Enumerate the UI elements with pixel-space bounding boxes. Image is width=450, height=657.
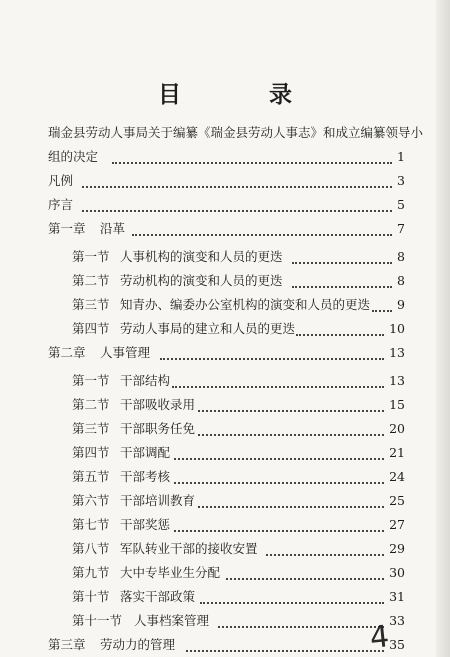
page-edge — [436, 0, 450, 657]
toc-entry-title: 干部调配 — [120, 445, 171, 460]
toc-entry-number: 第一节 — [72, 373, 110, 388]
toc-entry-page: 21 — [389, 445, 405, 460]
toc-section — [0, 562, 450, 584]
toc-entry-page: 24 — [389, 469, 405, 484]
dot-leader — [82, 185, 392, 188]
toc-entry-page: 13 — [389, 373, 405, 388]
toc-section — [0, 538, 450, 560]
dot-leader — [200, 601, 384, 604]
page-title: 目 录 — [157, 81, 332, 108]
toc-entry-title: 劳动人事局的建立和人员的更迭 — [120, 321, 296, 336]
toc-entry-page: 5 — [397, 197, 405, 212]
toc-entry-page: 10 — [389, 321, 405, 336]
toc-entry-title: 干部培训教育 — [120, 493, 196, 508]
toc-entry-page: 31 — [389, 589, 405, 604]
toc-entry-title: 军队转业干部的接收安置 — [120, 541, 258, 556]
dot-leader — [174, 529, 384, 532]
toc-entry-page: 1 — [397, 149, 405, 164]
toc-entry-page: 33 — [389, 613, 405, 628]
dot-leader — [174, 481, 384, 484]
toc-entry-number: 第八节 — [72, 541, 110, 556]
toc-entry-page: 25 — [389, 493, 405, 508]
toc-entry-title: 劳动力的管理 — [100, 637, 176, 652]
toc-entry-number: 第七节 — [72, 517, 110, 532]
toc-chapter-2 — [0, 342, 450, 364]
dot-leader — [226, 577, 384, 580]
dot-leader — [132, 233, 392, 236]
toc-section — [0, 418, 450, 440]
toc-entry-number: 第九节 — [72, 565, 110, 580]
dot-leader — [174, 457, 384, 460]
toc-entry-number: 第六节 — [72, 493, 110, 508]
toc-entry-number: 第一章 — [48, 221, 86, 236]
toc-entry-page: 7 — [397, 221, 405, 236]
dot-leader — [186, 649, 384, 652]
toc-entry-title: 落实干部政策 — [120, 589, 196, 604]
dot-leader — [292, 261, 392, 264]
toc-section — [0, 246, 450, 268]
toc-entry-page: 35 — [389, 637, 405, 652]
toc-entry-number: 第三章 — [48, 637, 86, 652]
toc-chapter-1 — [0, 218, 450, 240]
toc-entry-title: 瑞金县劳动人事局关于编纂《瑞金县劳动人事志》和成立编纂领导小 — [48, 125, 424, 140]
toc-entry-page: 15 — [389, 397, 405, 412]
toc-section — [0, 294, 450, 316]
toc-entry-title: 劳动机构的演变和人员的更迭 — [120, 273, 283, 288]
toc-entry-page: 27 — [389, 517, 405, 532]
toc-entry-2 — [0, 170, 450, 192]
toc-entry-number: 第三节 — [72, 421, 110, 436]
dot-leader — [198, 433, 384, 436]
toc-entry-page: 29 — [389, 541, 405, 556]
toc-section — [0, 318, 450, 340]
toc-entry-title: 沿革 — [100, 221, 126, 236]
toc-entry-number: 第二章 — [48, 345, 86, 360]
toc-entry-1 — [0, 146, 450, 168]
toc-section — [0, 586, 450, 608]
toc-entry-page: 8 — [397, 273, 405, 288]
toc-entry-title: 凡例 — [48, 173, 74, 188]
toc-entry-title: 组的决定 — [48, 149, 99, 164]
toc-section — [0, 466, 450, 488]
toc-entry-number: 第三节 — [72, 297, 110, 312]
dot-leader — [292, 285, 392, 288]
toc-entry-title: 知青办、编委办公室机构的演变和人员的更迭 — [120, 297, 371, 312]
toc-entry-number: 第四节 — [72, 321, 110, 336]
dot-leader — [198, 505, 384, 508]
toc-entry-page: 8 — [397, 249, 405, 264]
toc-entry-title: 干部考核 — [120, 469, 171, 484]
dot-leader — [218, 625, 384, 628]
toc-entry-page: 13 — [389, 345, 405, 360]
toc-section — [0, 394, 450, 416]
toc-entry-number: 第一节 — [72, 249, 110, 264]
toc-section — [0, 442, 450, 464]
handwritten-page-number: 4 — [368, 619, 391, 656]
toc-entry-title: 人事档案管理 — [134, 613, 210, 628]
toc-entry-title: 干部职务任免 — [120, 421, 196, 436]
toc-entry-title: 人事机构的演变和人员的更迭 — [120, 249, 283, 264]
dot-leader — [198, 409, 384, 412]
toc-entry-page: 20 — [389, 421, 405, 436]
dot-leader — [160, 357, 384, 360]
toc-entry-page: 30 — [389, 565, 405, 580]
toc-entry-number: 第二节 — [72, 273, 110, 288]
toc-entry-number: 第四节 — [72, 445, 110, 460]
toc-entry-0 — [0, 122, 450, 144]
toc-section — [0, 270, 450, 292]
toc-entry-title: 大中专毕业生分配 — [120, 565, 221, 580]
toc-entry-title: 干部结构 — [120, 373, 171, 388]
toc-entry-title: 干部奖惩 — [120, 517, 171, 532]
toc-entry-page: 3 — [397, 173, 405, 188]
dot-leader — [82, 209, 392, 212]
dot-leader — [112, 161, 392, 164]
toc-entry-3 — [0, 194, 450, 216]
toc-entry-title: 人事管理 — [100, 345, 151, 360]
toc-section — [0, 370, 450, 392]
dot-leader — [172, 385, 384, 388]
toc-entry-title: 序言 — [48, 197, 74, 212]
toc-entry-number: 第十一节 — [72, 613, 123, 628]
dot-leader — [266, 553, 384, 556]
toc-section — [0, 514, 450, 536]
toc-entry-page: 9 — [397, 297, 405, 312]
dot-leader — [372, 309, 392, 312]
dot-leader — [296, 333, 384, 336]
toc-section — [0, 490, 450, 512]
toc-entry-number: 第二节 — [72, 397, 110, 412]
toc-entry-number: 第十节 — [72, 589, 110, 604]
toc-entry-title: 干部吸收录用 — [120, 397, 196, 412]
toc-entry-number: 第五节 — [72, 469, 110, 484]
